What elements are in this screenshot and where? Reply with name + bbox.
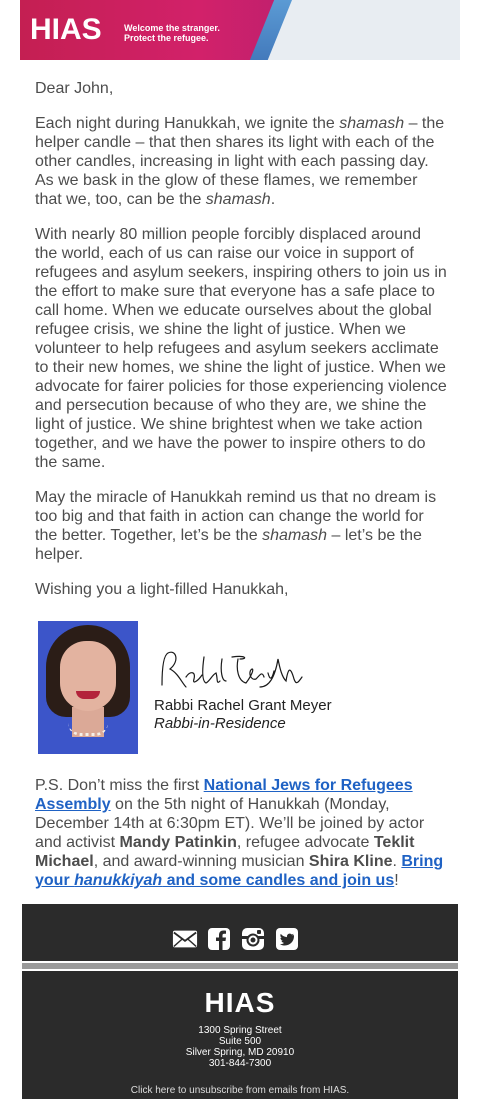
ps-name-kline: Shira Kline (308, 853, 393, 870)
twitter-icon[interactable] (274, 927, 300, 951)
footer-hias-logo[interactable]: HIAS (204, 987, 276, 1018)
ps-text-e: . (392, 853, 402, 870)
p1-text-b: – the helper candle – that then shares its light with each of the other candles, increasing in light with each passing day. As we bask in the glow of these flames, we remember that we, too, can be the (35, 115, 445, 208)
paragraph-3 (35, 488, 447, 564)
unsubscribe-link[interactable]: Click here to unsubscribe from emails from HIAS. (130, 1085, 350, 1096)
ps-name-patinkin: Mandy Patinkin (119, 834, 237, 851)
tagline-line-1: Welcome the stranger. (124, 23, 220, 33)
paragraph-2: With nearly 80 million people forcibly displaced around the world, each of us can raise our voice in support of refugees and asylum seekers, inspiring others to join us in the effort to make sure that everyone has a safe place to call home. When we educate ourselves about the global refugee crisis, we shine the light of justice. When we volunteer to help refugees and asylum seekers acclimate to their new homes, we shine the light of justice. When we advocate for fairer policies for those experiencing violence and persecution because of who they are, we shine the light of justice. We shine brightest when we take action together, and we have the power to inspire others to do the same. (35, 226, 447, 471)
facebook-icon[interactable] (206, 927, 232, 951)
email-icon[interactable] (172, 927, 198, 951)
p1-text-a: Each night during Hanukkah, we ignite the (35, 115, 340, 132)
greeting: Dear John, (35, 80, 114, 97)
rabbi-photo (38, 621, 138, 754)
assembly-link[interactable]: National Jews for Refugees Assembly (35, 777, 413, 813)
ps-text-f: ! (394, 872, 399, 889)
ps-text-d: , and award-winning musician (93, 853, 309, 870)
postscript (35, 776, 447, 890)
footer-divider (22, 963, 458, 969)
p1-text-c: . (270, 191, 276, 208)
paragraph-1 (35, 114, 447, 209)
social-bar (22, 904, 458, 961)
tagline-line-2: Protect the refugee. (124, 33, 209, 43)
header-banner[interactable] (20, 0, 460, 60)
address-line-2: Suite 500 (218, 1036, 262, 1047)
ps-text-c: , refugee advocate (236, 834, 374, 851)
address-line-3: Silver Spring, MD 20910 (185, 1047, 295, 1058)
handwritten-signature (156, 647, 306, 693)
p3-emphasis: shamash (262, 527, 328, 544)
banner-tagline (124, 23, 254, 43)
signer-name: Rabbi Rachel Grant Meyer (154, 697, 332, 714)
social-icons (172, 927, 300, 951)
ps-text-b: on the 5th night of Hanukkah (Monday, December 14th at 6:30pm ET). We’ll be joined by actor and activist (35, 796, 425, 851)
p3-text-a: May the miracle of Hanukkah remind us that no dream is too big and that faith in action can change the world for the better. Together, let’s be the (35, 489, 437, 544)
banner-light-panel (268, 0, 460, 60)
p1-emphasis-1: shamash (339, 115, 405, 132)
footer-address (22, 1025, 458, 1069)
p1-emphasis-2: shamash (205, 191, 271, 208)
closing: Wishing you a light-filled Hanukkah, (35, 581, 289, 598)
phone-number: 301-844-7300 (208, 1058, 272, 1069)
ps-text-a: P.S. Don’t miss the first (35, 777, 204, 794)
signature-block (38, 621, 458, 754)
hias-logo: HIAS (30, 13, 102, 46)
photo-face (60, 641, 116, 711)
join-link-text-a[interactable]: Bring your (35, 853, 444, 889)
letter-body (35, 79, 447, 615)
signer-title: Rabbi-in-Residence (154, 715, 286, 732)
footer (22, 971, 458, 1099)
address-line-1: 1300 Spring Street (198, 1025, 282, 1036)
join-link-text-b[interactable]: and some candles and join us (162, 872, 395, 889)
p3-text-b: – let’s be the helper. (35, 527, 422, 563)
ps-name-michael: Teklit Michael (35, 834, 415, 870)
signer-details (154, 697, 332, 733)
join-link-emphasis[interactable]: hanukkiyah (74, 872, 163, 889)
instagram-icon[interactable] (240, 927, 266, 951)
